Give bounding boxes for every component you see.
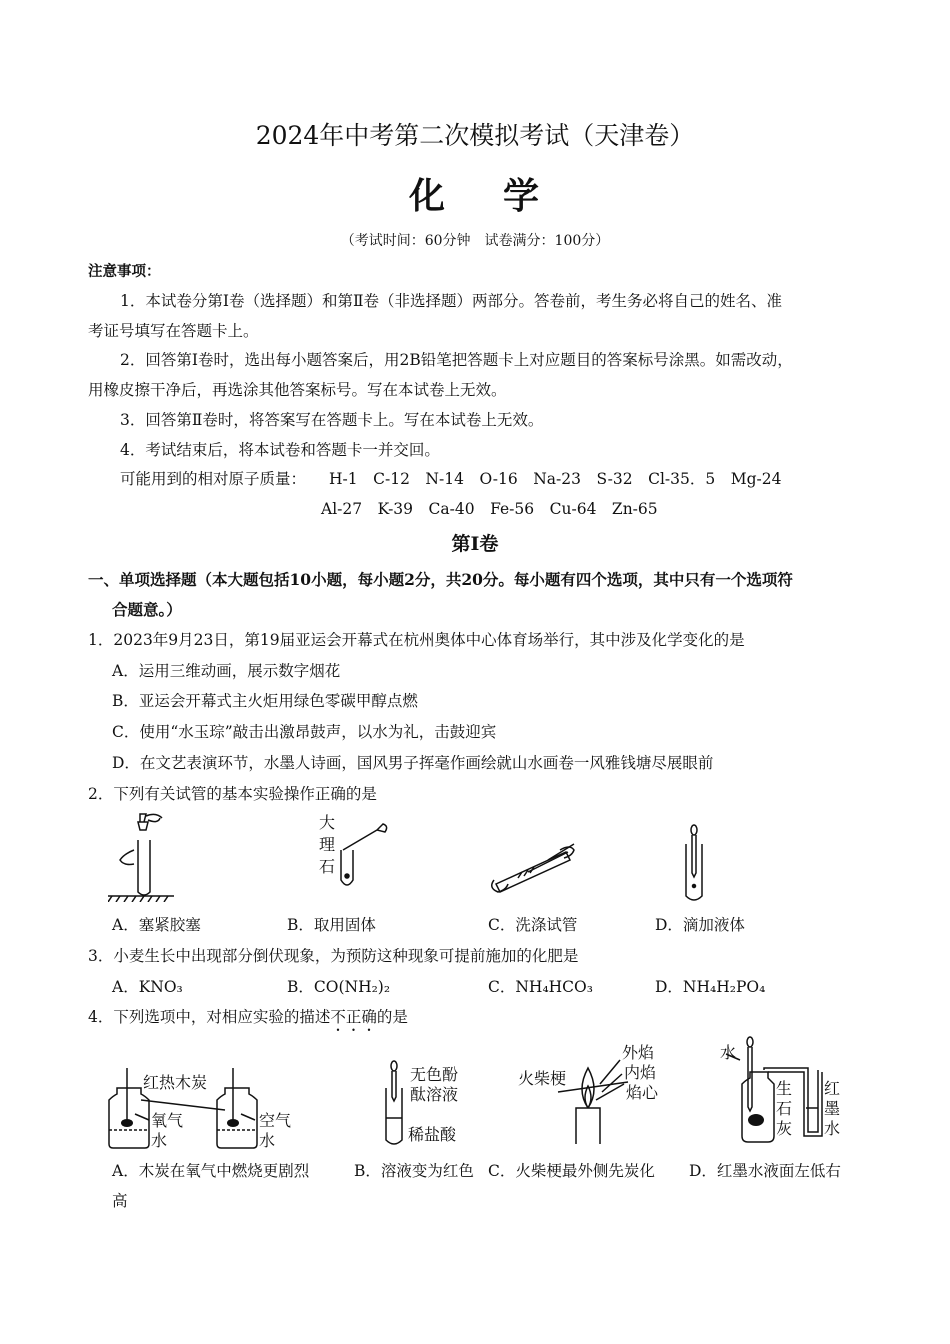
q2-figure-a — [108, 810, 178, 902]
q2-figure-b — [315, 810, 395, 902]
q4-figure-d — [720, 1036, 845, 1150]
q1-option-a: A．运用三维动画，展示数字烟花 — [112, 662, 341, 680]
q3-stem: 3．小麦生长中出现部分倒伏现象，为预防这种现象可提前施加的化肥是 — [88, 947, 579, 965]
q4-fig-c-stick: 火柴梗 — [518, 1069, 567, 1088]
q2-stem: 2．下列有关试管的基本实验操作正确的是 — [88, 785, 377, 803]
notice-item-1-cont: 考证号填写在答题卡上。 — [88, 322, 259, 340]
q4-fig-c-outer: 外焰 — [622, 1043, 655, 1062]
q4-figure-a — [105, 1060, 320, 1152]
q4-fig-b-acid: 稀盐酸 — [408, 1125, 457, 1144]
q2-option-d: D．滴加液体 — [655, 916, 745, 934]
q4-fig-b-indicator2: 酞溶液 — [410, 1085, 459, 1104]
q2-fig-b-label-1: 大 — [319, 813, 336, 832]
q2-fig-b-label-3: 石 — [319, 857, 336, 876]
notice-item-1: 1．本试卷分第Ⅰ卷（选择题）和第Ⅱ卷（非选择题）两部分。答卷前，考生务必将自己的姓名、准 — [120, 292, 783, 310]
q4-fig-a-air: 空气 — [259, 1111, 292, 1130]
q4-fig-c-core: 焰心 — [626, 1083, 659, 1102]
q4-fig-d-lime-2: 石 — [776, 1099, 793, 1118]
part-heading-cont: 合题意。） — [112, 600, 182, 619]
q2-option-b: B．取用固体 — [287, 916, 376, 934]
q4-stem-after: 的是 — [376, 1008, 408, 1026]
q4-fig-d-ink-1: 红 — [824, 1079, 841, 1098]
q1-stem: 1．2023年9月23日，第19届亚运会开幕式在杭州奥体中心体育场举行，其中涉及化学变化的是 — [88, 631, 745, 649]
q1-option-d: D．在文艺表演环节，水墨人诗画，国风男子挥毫作画绘就山水画卷一风雅钱塘尽展眼前 — [112, 754, 714, 772]
atomic-mass-label: 可能用到的相对原子质量： — [120, 470, 307, 488]
atomic-mass-line1: H-1 C-12 N-14 O-16 Na-23 S-32 Cl-35．5 Mg-24 — [329, 470, 782, 488]
q4-fig-a-oxygen: 氧气 — [151, 1111, 184, 1130]
q4-fig-d-ink-2: 墨 — [824, 1099, 841, 1118]
q4-option-a-cont: 高 — [112, 1192, 128, 1210]
exam-info: （考试时间：60分钟 试卷满分：100分） — [340, 233, 610, 249]
q4-figure-c — [518, 1040, 668, 1150]
q2-option-a: A．塞紧胶塞 — [112, 916, 201, 934]
q4-option-a: A．木炭在氧气中燃烧更剧烈 — [112, 1162, 310, 1180]
q2-figure-d — [680, 824, 708, 904]
q1-option-c: C．使用“水玉琮”敲击出激昂鼓声，以水为礼，击鼓迎宾 — [112, 723, 497, 741]
subject-char-2: 学 — [503, 175, 542, 217]
notice-item-2-cont: 用橡皮擦干净后，再选涂其他答案标号。写在本试卷上无效。 — [88, 381, 507, 399]
notice-item-3: 3．回答第Ⅱ卷时，将答案写在答题卡上。写在本试卷上无效。 — [120, 411, 544, 429]
notice-heading: 注意事项： — [88, 263, 161, 280]
q4-option-d: D．红墨水液面左低右 — [689, 1162, 841, 1180]
q2-option-c: C．洗涤试管 — [488, 916, 578, 934]
q4-fig-a-charcoal: 红热木炭 — [143, 1073, 208, 1092]
q4-stem-before: 4．下列选项中，对相应实验的描述 — [88, 1008, 331, 1026]
q4-figure-b — [378, 1060, 478, 1150]
q4-option-c: C．火柴梗最外侧先炭化 — [488, 1162, 655, 1180]
q3-option-a: A．KNO₃ — [112, 978, 183, 996]
atomic-mass-line2: Al-27 K-39 Ca-40 Fe-56 Cu-64 Zn-65 — [321, 500, 658, 518]
volume-title: 第Ⅰ卷 — [451, 533, 499, 555]
q4-option-b: B．溶液变为红色 — [354, 1162, 474, 1180]
subject-char-1: 化 — [408, 175, 447, 217]
q4-fig-b-indicator1: 无色酚 — [410, 1065, 459, 1084]
notice-item-4: 4．考试结束后，将本试卷和答题卡一并交回。 — [120, 441, 440, 459]
part-heading: 一、单项选择题（本大题包括10小题，每小题2分，共20分。每小题有四个选项，其中只有一个选项符 — [88, 570, 793, 589]
q2-fig-b-label-2: 理 — [319, 835, 336, 854]
q4-fig-a-water1: 水 — [151, 1131, 168, 1150]
q4-fig-d-water: 水 — [720, 1043, 737, 1062]
q4-fig-a-water2: 水 — [259, 1131, 276, 1150]
q4-fig-d-lime-3: 灰 — [776, 1119, 793, 1138]
q3-option-d: D．NH₄H₂PO₄ — [655, 978, 766, 996]
q4-fig-d-ink-3: 水 — [824, 1119, 841, 1138]
q4-fig-d-lime-1: 生 — [776, 1079, 793, 1098]
q4-fig-c-inner: 内焰 — [624, 1063, 657, 1082]
q1-option-b: B．亚运会开幕式主火炬用绿色零碳甲醇点燃 — [112, 692, 418, 710]
q3-option-c: C．NH₄HCO₃ — [488, 978, 593, 996]
notice-item-2: 2．回答第Ⅰ卷时，选出每小题答案后，用2B铅笔把答题卡上对应题目的答案标号涂黑。如需改动， — [120, 351, 793, 369]
q4-stem — [88, 1005, 408, 1035]
subject-title — [0, 168, 950, 219]
q4-stem-emphasis: 不正确 — [330, 1008, 377, 1026]
page-title: 2024年中考第二次模拟考试（天津卷） — [255, 121, 695, 150]
q2-figure-c — [488, 830, 583, 902]
q3-option-b: B．CO(NH₂)₂ — [287, 978, 391, 996]
